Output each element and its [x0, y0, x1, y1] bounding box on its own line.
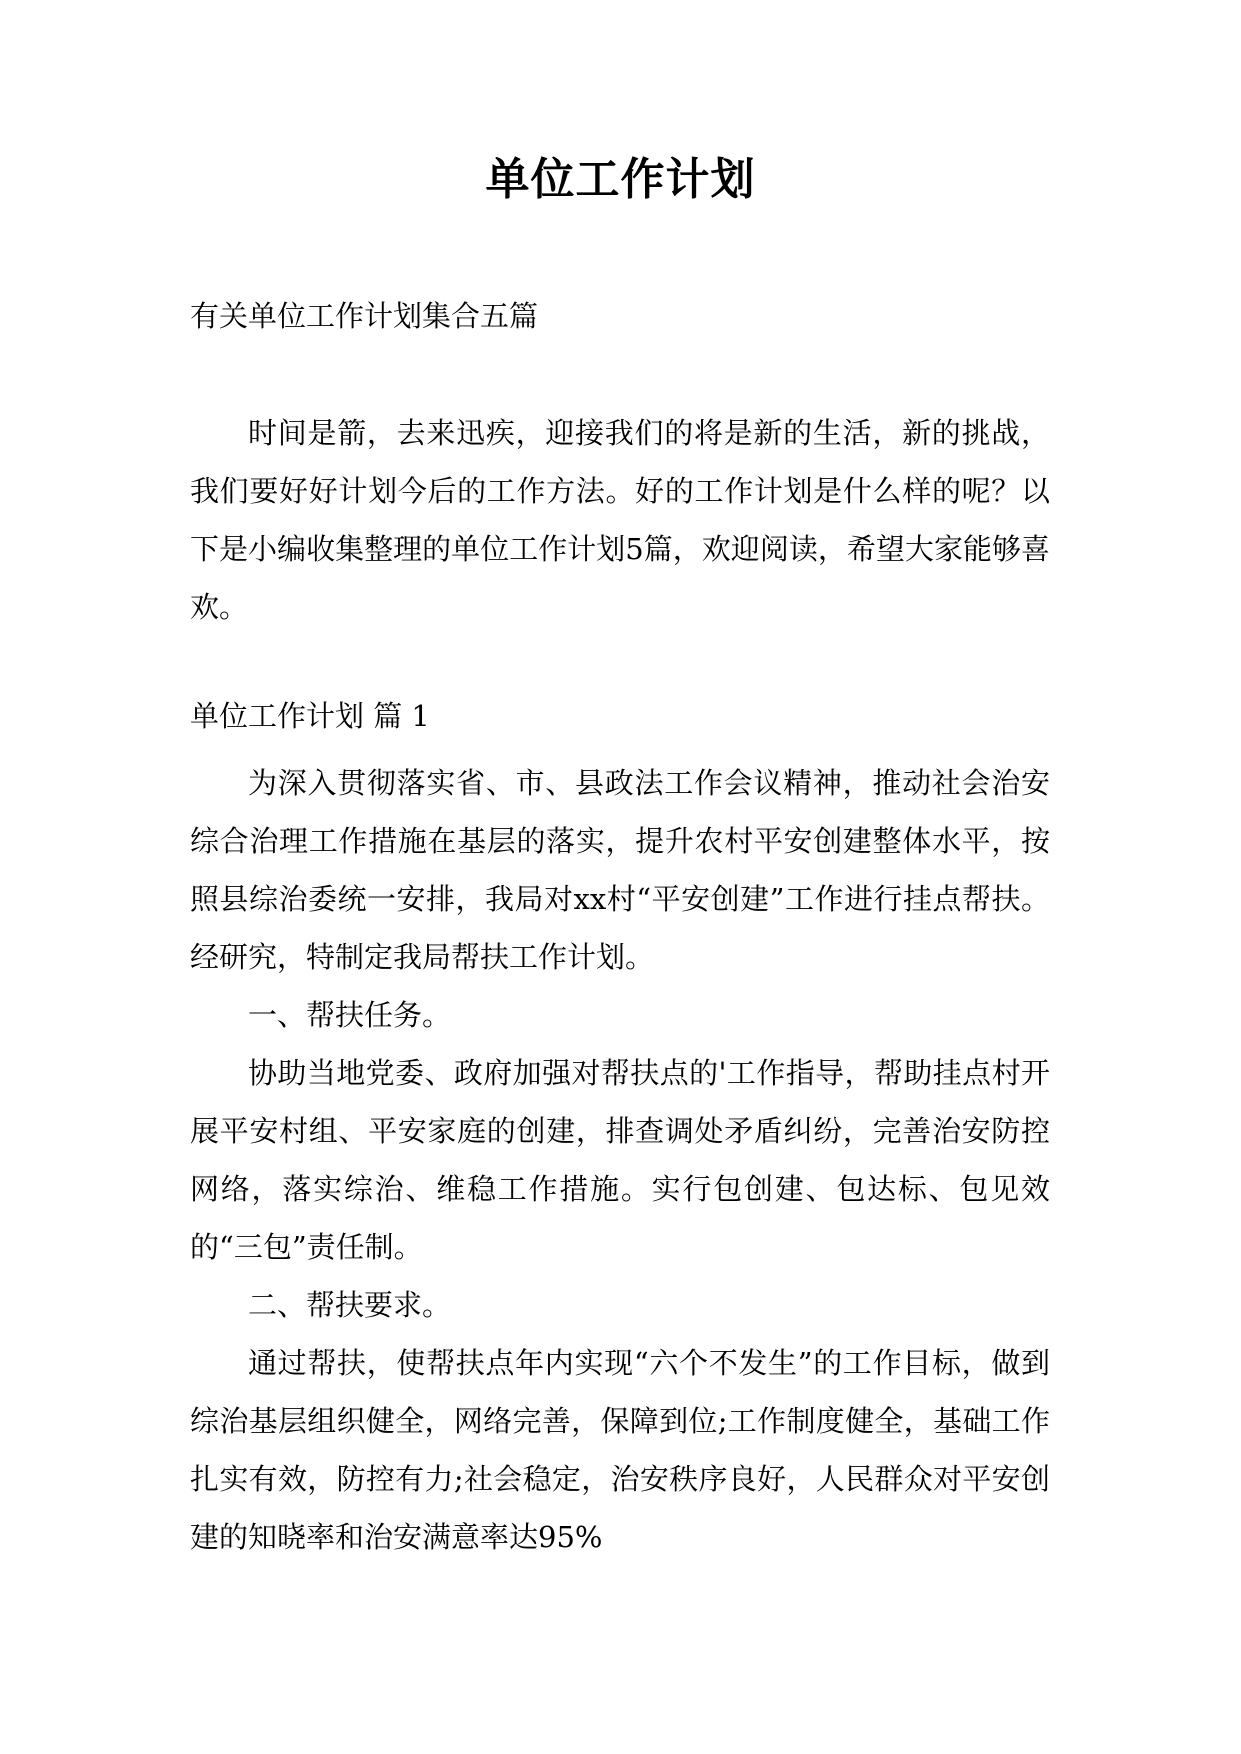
document-subtitle: 有关单位工作计划集合五篇 — [190, 299, 539, 333]
paragraph-requirements: 通过帮扶，使帮扶点年内实现“六个不发生”的工作目标，做到综治基层组织健全，网络完善，保障到位;工作制度健全，基础工作扎实有效，防控有力;社会稳定，治安秩序良好，人民群众对平安创建的知晓率和治安满意率达95% — [190, 1346, 1050, 1554]
paragraph-purpose: 为深入贯彻落实省、市、县政法工作会议精神，推动社会治安综合治理工作措施在基层的落实，提升农村平安创建整体水平，按照县综治委统一安排，我局对xx村“平安创建”工作进行挂点帮扶。经研究，特制定我局帮扶工作计划。 — [190, 766, 1050, 974]
section-heading: 单位工作计划 篇 1 — [190, 699, 430, 733]
subheading-tasks: 一、帮扶任务。 — [248, 998, 452, 1032]
document-title: 单位工作计划 — [485, 154, 756, 205]
intro-paragraph: 时间是箭，去来迅疾，迎接我们的将是新的生活，新的挑战，我们要好好计划今后的工作方法。好的工作计划是什么样的呢？以下是小编收集整理的单位工作计划5篇，欢迎阅读，希望大家能够喜欢。 — [190, 416, 1050, 624]
subheading-requirements: 二、帮扶要求。 — [248, 1288, 452, 1322]
paragraph-tasks: 协助当地党委、政府加强对帮扶点的'工作指导，帮助挂点村开展平安村组、平安家庭的创建，排查调处矛盾纠纷，完善治安防控网络，落实综治、维稳工作措施。实行包创建、包达标、包见效的“三包”责任制。 — [190, 1056, 1050, 1264]
